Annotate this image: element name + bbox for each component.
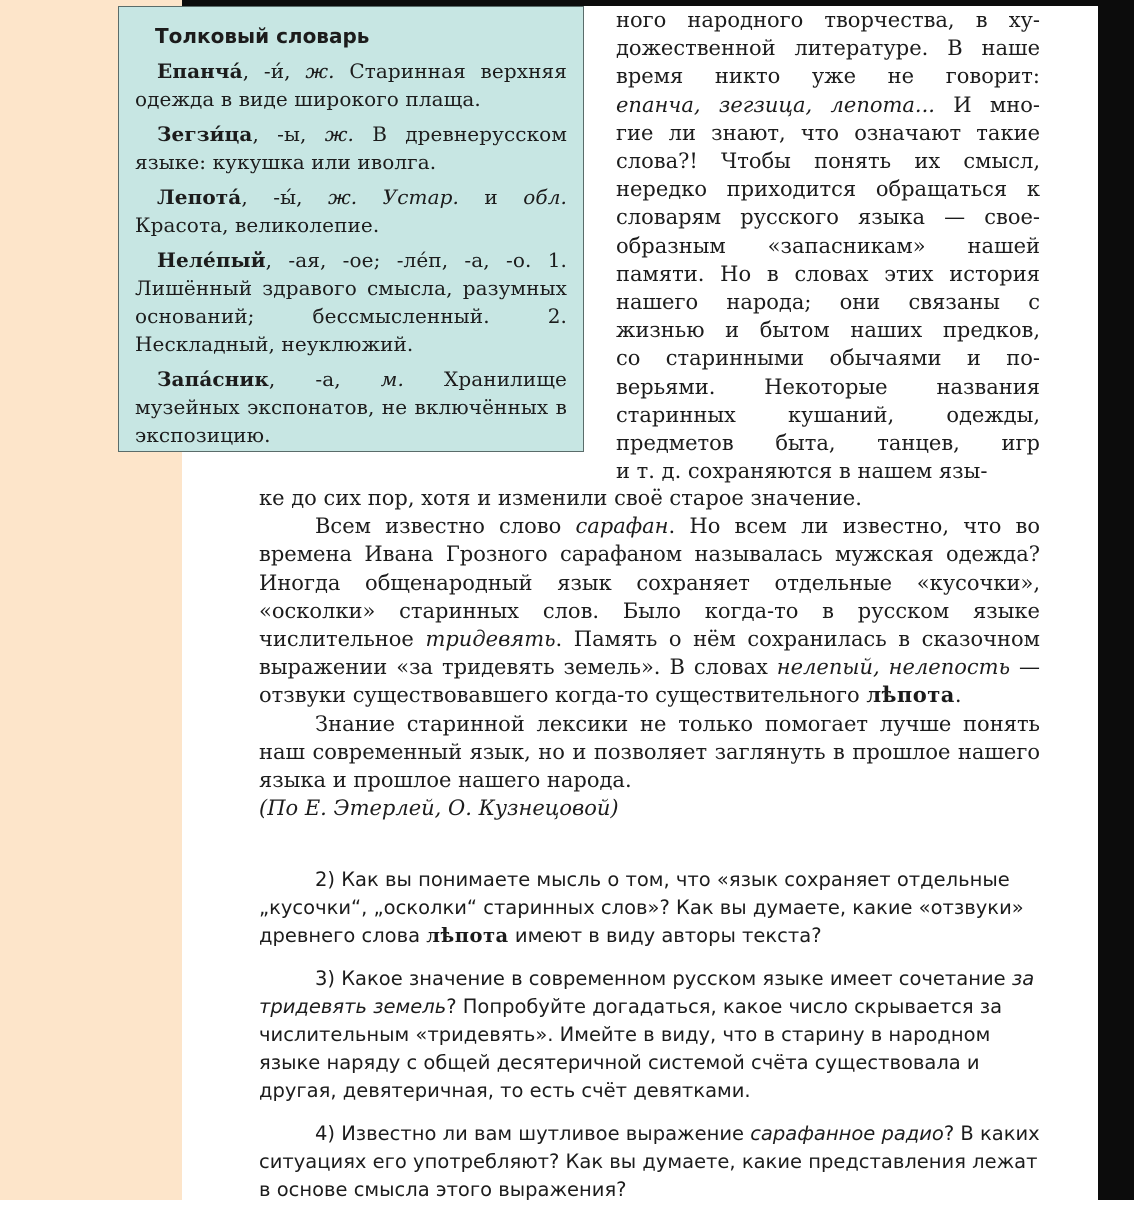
- dictionary-entry-epancha: [135, 57, 567, 113]
- entry-text: В древнерусском языке: кукушка или иволга.: [135, 122, 567, 174]
- text-span: — отзвуки существовавшего когда-то существительного: [259, 655, 1040, 708]
- question-2: [259, 866, 1040, 951]
- text-span: ? Попробуйте догадаться, какое число скрывается за числительным «тридевять». Имейте в виду, что в старину в народном языке наряду с общей десятеричной системой счёта существовала и другая, девятеричная, то есть счёт девятками.: [259, 994, 1003, 1103]
- italic-word: сарафан: [575, 514, 669, 539]
- text-column-right: [616, 6, 1040, 485]
- text-span: Всем известно слово: [315, 514, 576, 539]
- text-line: жизнью и бытом наших предков,: [616, 318, 1040, 343]
- entry-text: Хранилище музейных экспонатов, не включённых в экспозицию.: [135, 367, 567, 447]
- entry-grammar: ж. Устар.: [327, 185, 459, 209]
- text-line: памяти. Но в словах этих история: [616, 261, 1040, 286]
- entry-text: , -ы,: [252, 122, 325, 146]
- entry-word: Епанча́: [157, 59, 243, 83]
- italic-word: тридевять: [425, 627, 556, 652]
- entry-text: , -а,: [268, 367, 381, 391]
- entry-text: , -ы́,: [241, 185, 328, 209]
- entry-word: Зегзи́ца: [157, 122, 253, 146]
- text-span: ? В каких ситуациях его употребляют? Как вы думаете, какие представления лежат в основе смысла этого выражения?: [259, 1121, 1040, 1202]
- paragraph-3: Знание старинной лексики не только помогает лучше понять наш современный язык, но и позволяет заглянуть в прошлое нашего языка и прошлое нашего народа.: [259, 711, 1040, 793]
- italic-phrase: за тридевять земель: [259, 966, 1035, 1018]
- entry-word: Запа́сник: [157, 367, 269, 391]
- entry-grammar: ж.: [324, 122, 354, 146]
- text-line: время никто уже не говорит:: [616, 64, 1040, 89]
- text-span: 3) Какое значение в современном русском языке имеет сочетание: [315, 966, 1012, 990]
- entry-word: Неле́пый: [157, 248, 266, 272]
- dictionary-entry-nelepyj: [135, 246, 567, 358]
- question-3: [259, 965, 1040, 1106]
- text-span: имеют в виду авторы текста?: [508, 924, 822, 948]
- main-text: [259, 484, 1040, 822]
- text-line: дожественной литературе. В наше: [616, 36, 1040, 61]
- text-line: образным «запасникам» нашей: [616, 233, 1040, 258]
- dictionary-entry-lepota: [135, 183, 567, 239]
- text-line: слова?! Чтобы понять их смысл,: [616, 149, 1040, 174]
- entry-text: Красота, великолепие.: [135, 213, 380, 237]
- text-line: епанча, зегзица, лепота... И мно-: [616, 92, 1040, 117]
- text-line: со старинными обычаями и по-: [616, 346, 1040, 371]
- text-line: верьями. Некоторые названия: [616, 374, 1040, 399]
- text-line: ного народного творчества, в ху-: [616, 8, 1040, 32]
- window-right-edge: [1098, 0, 1134, 1200]
- text-line: старинных кушаний, одежды,: [616, 402, 1040, 427]
- text-line: словарям русского языка — свое-: [616, 205, 1040, 230]
- dictionary-entry-zegzica: [135, 120, 567, 176]
- paragraph-2: [259, 512, 1040, 709]
- entry-text: Старинная верхняя одежда в виде широкого плаща.: [135, 59, 567, 111]
- entry-text: , -ая, -ое; -ле́п, -а, -о. 1. Лишённый здравого смысла, разумных оснований; бессмысленный. 2. Нескладный, неуклюжий.: [135, 248, 567, 356]
- text-line: нередко приходится обращаться к: [616, 177, 1040, 202]
- dictionary-box: [118, 6, 584, 452]
- entry-word: Лепота́: [157, 185, 242, 209]
- entry-grammar: м.: [380, 367, 404, 391]
- source-citation: (По Е. Этерлей, О. Кузнецовой): [259, 796, 619, 821]
- paragraph-1-end: ке до сих пор, хотя и изменили своё старое значение.: [259, 486, 862, 510]
- text-line: предметов быта, танцев, игр: [616, 431, 1040, 456]
- text-span: 4) Известно ли вам шутливое выражение: [315, 1121, 751, 1145]
- old-slavonic-word: лѣпота: [866, 682, 955, 708]
- text-span: 2) Как вы понимаете мысль о том, что «язык сохраняет отдельные „кусочки“, „осколки“ старинных слов»? Как вы думаете, какие «отзвуки» древнего слова: [259, 868, 1024, 948]
- text-line: и т. д. сохраняются в нашем язы-: [616, 459, 988, 484]
- text-span: . Память о нём сохранилась в сказочном выражении «за тридевять земель». В словах: [259, 627, 1040, 680]
- italic-phrase: сарафанное радио: [750, 1121, 944, 1145]
- dictionary-entry-zapasnik: [135, 365, 567, 449]
- question-4: [259, 1120, 1040, 1205]
- italic-word: нелепый, нелепость: [776, 655, 1011, 680]
- dictionary-title: Толковый словарь: [155, 24, 370, 48]
- entry-text: и: [458, 185, 524, 209]
- text-span: .: [954, 683, 962, 708]
- old-slavonic-word: лѣпота: [426, 924, 509, 948]
- text-span: . Но всем ли известно, что во времена Ивана Грозного сарафаном называлась мужская одежда? Иногда общенародный язык сохраняет отдельные «кусочки», «осколки» старинных слов. Было когда-то в русском языке числительное: [259, 514, 1040, 652]
- entry-grammar: обл.: [523, 185, 567, 209]
- text-line: гие ли знают, что означают такие: [616, 120, 1040, 145]
- text-line: нашего народа; они связаны с: [616, 290, 1040, 315]
- entry-text: , -и́,: [242, 59, 306, 83]
- questions: [259, 866, 1040, 1218]
- entry-grammar: ж.: [305, 59, 335, 83]
